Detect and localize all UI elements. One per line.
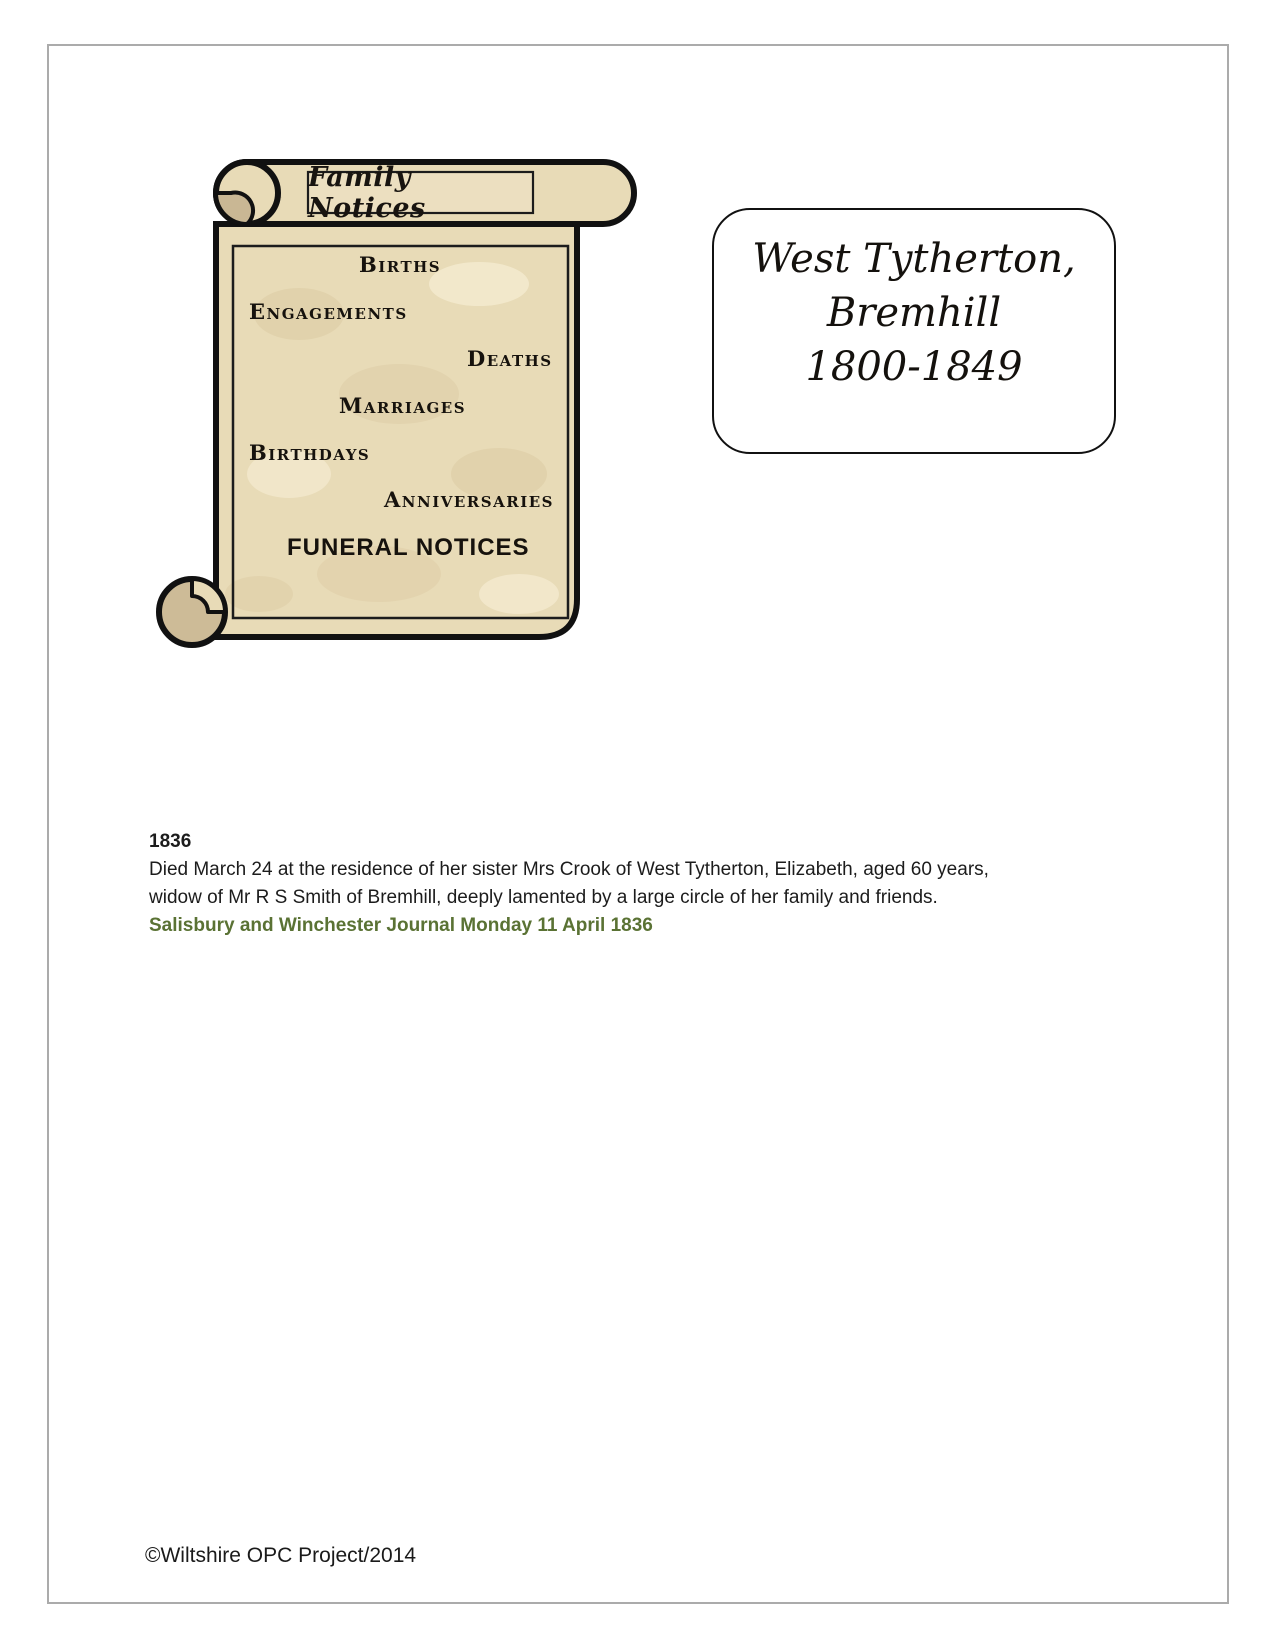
category-engagements: Engagements bbox=[249, 299, 408, 324]
notice-body-line-2: widow of Mr R S Smith of Bremhill, deeply lamented by a large circle of her family and friends. bbox=[149, 887, 938, 908]
title-line-place: West Tytherton, bbox=[752, 236, 1076, 282]
copyright-footer: ©Wiltshire OPC Project/2014 bbox=[145, 1544, 417, 1567]
notice-entry-1836 bbox=[149, 828, 1079, 940]
notice-body-line-1: Died March 24 at the residence of her sister Mrs Crook of West Tytherton, Elizabeth, aged 60 years, bbox=[149, 859, 989, 880]
document-page bbox=[47, 44, 1229, 1604]
scroll-top-curl bbox=[216, 162, 282, 224]
category-marriages: Marriages bbox=[339, 393, 467, 418]
title-line-parish: Bremhill bbox=[826, 290, 1002, 336]
notice-year: 1836 bbox=[149, 831, 192, 852]
category-births: Births bbox=[359, 252, 442, 277]
title-box bbox=[712, 208, 1116, 454]
scroll-bottom-curl bbox=[159, 579, 225, 645]
notice-source-citation: Salisbury and Winchester Journal Monday 11 April 1836 bbox=[149, 915, 653, 936]
title-line-years: 1800-1849 bbox=[805, 344, 1023, 390]
category-birthdays: Birthdays bbox=[249, 440, 371, 465]
scroll-title: Family Notices bbox=[308, 161, 426, 224]
family-notices-scroll bbox=[149, 144, 654, 669]
category-anniversaries: Anniversaries bbox=[384, 487, 554, 512]
category-funeral-notices: FUNERAL NOTICES bbox=[287, 534, 530, 561]
category-deaths: Deaths bbox=[467, 346, 553, 371]
